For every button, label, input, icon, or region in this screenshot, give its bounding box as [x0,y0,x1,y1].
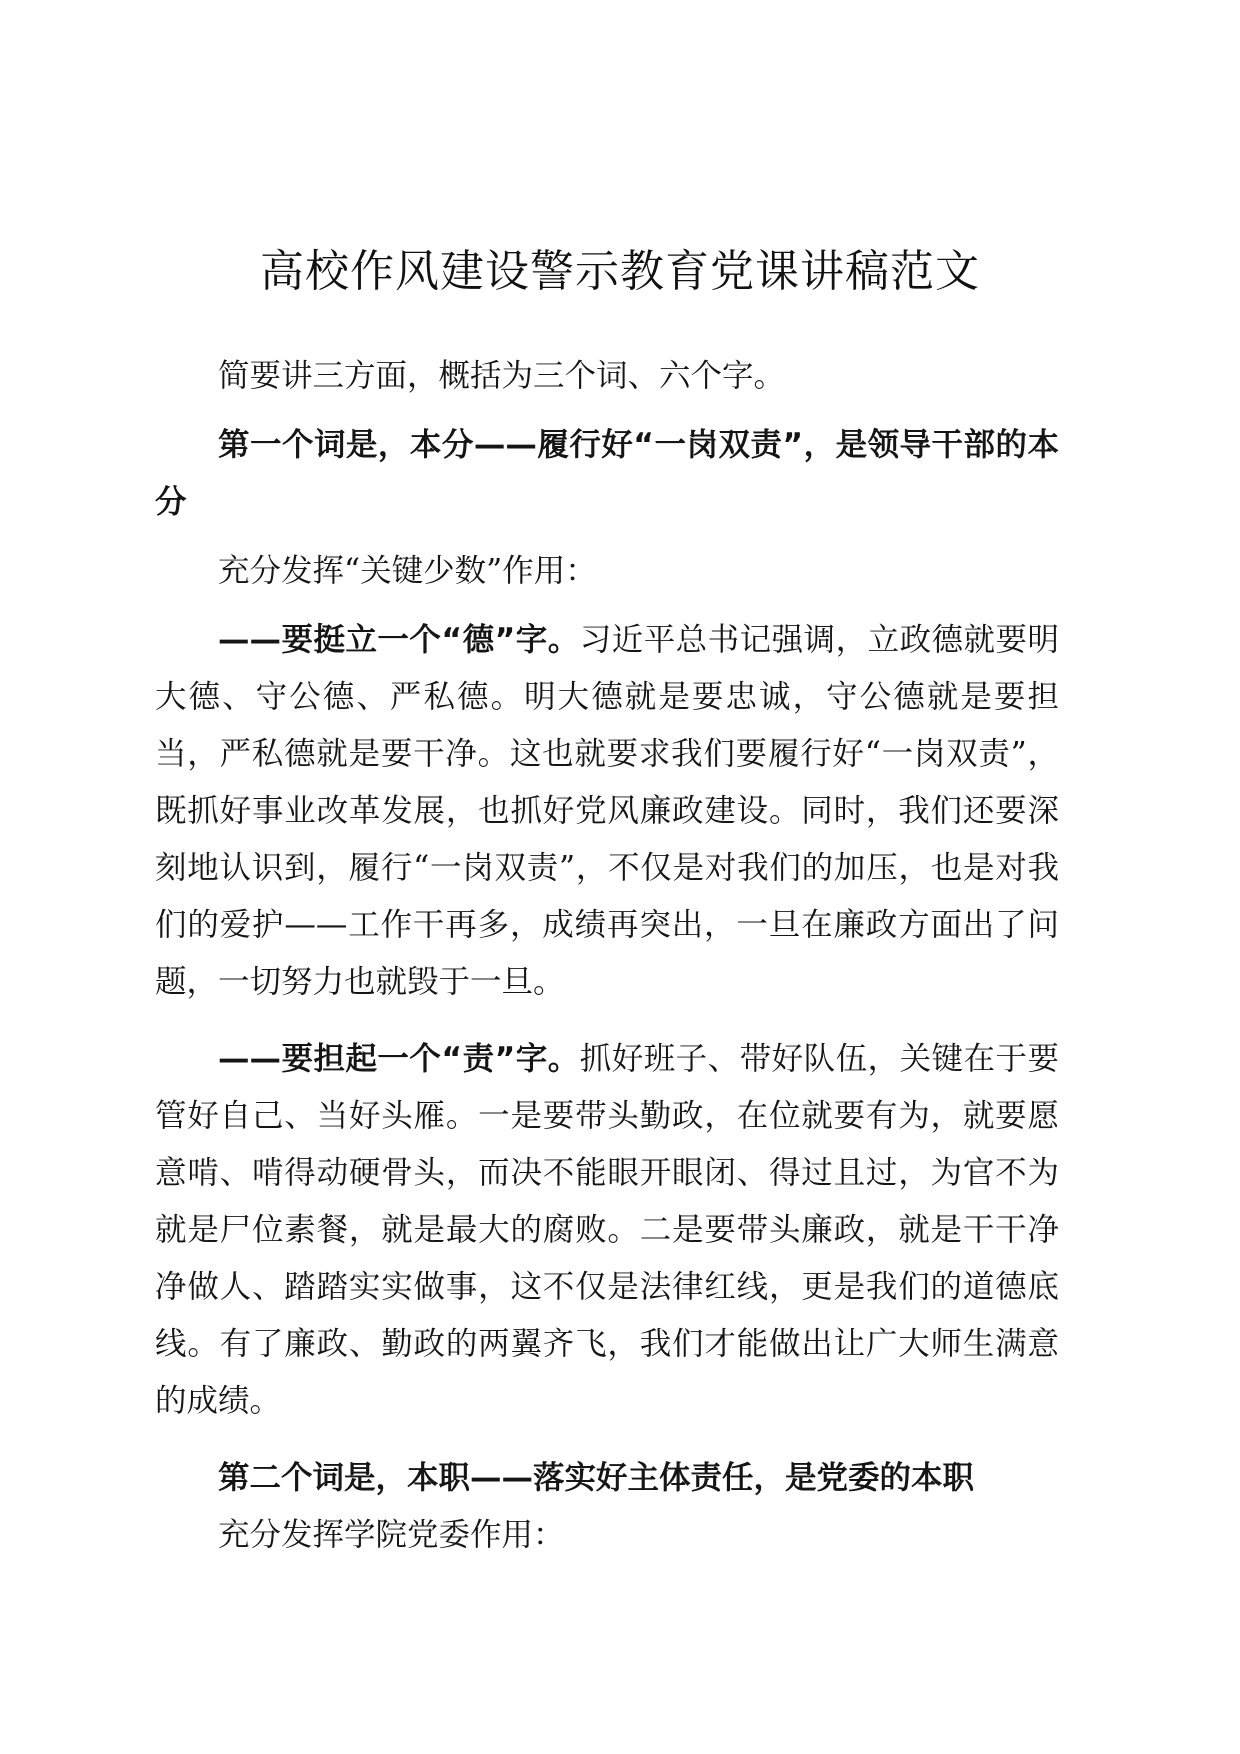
section-1-lead: 充分发挥“关键少数”作用： [218,553,597,589]
point-2-text: 抓好班子、带好队伍，关键在于要管好自己、当好头雁。一是要带头勤政，在位就要有为，就要愿意啃、啃得动硬骨头，而决不能眼开眼闭、得过且过，为官不为就是尸位素餐，就是最大的腐败。二是要带头廉政，就是干干净净做人、踏踏实实做事，这不仅是法律红线，更是我们的道德底线。有了廉政、勤政的两翼齐飞，我们才能做出让广大师生满意的成绩。 [155,1041,1059,1419]
section-2-heading: 第二个词是，本职——落实好主体责任，是党委的本职 [218,1460,975,1496]
point-1-text: 习近平总书记强调，立政德就要明大德、守公德、严私德。明大德就是要忠诚，守公德就是要担当，严私德就是要干净。这也就要求我们要履行好“一岗双责”，既抓好事业改革发展，也抓好党风廉政建设。同时，我们还要深刻地认识到，履行“一岗双责”，不仅是对我们的加压，也是对我们的爱护——工作干再多，成绩再突出，一旦在廉政方面出了问题，一切努力也就毁于一旦。 [155,622,1059,1000]
intro-paragraph: 简要讲三方面，概括为三个词、六个字。 [218,358,786,394]
section-2-lead: 充分发挥学院党委作用： [218,1517,565,1553]
section-1-heading: 第一个词是，本分——履行好“一岗双责”，是领导干部的本分 [155,427,1059,520]
document-body [155,348,1059,1564]
point-1-label: ——要挺立一个“德”字。 [218,622,580,658]
point-2-label: ——要担起一个“责”字。 [218,1041,580,1077]
section-1-point-1 [155,612,1059,1011]
document-title: 高校作风建设警示教育党课讲稿范文 [260,246,980,297]
section-1-point-2 [155,1031,1059,1430]
